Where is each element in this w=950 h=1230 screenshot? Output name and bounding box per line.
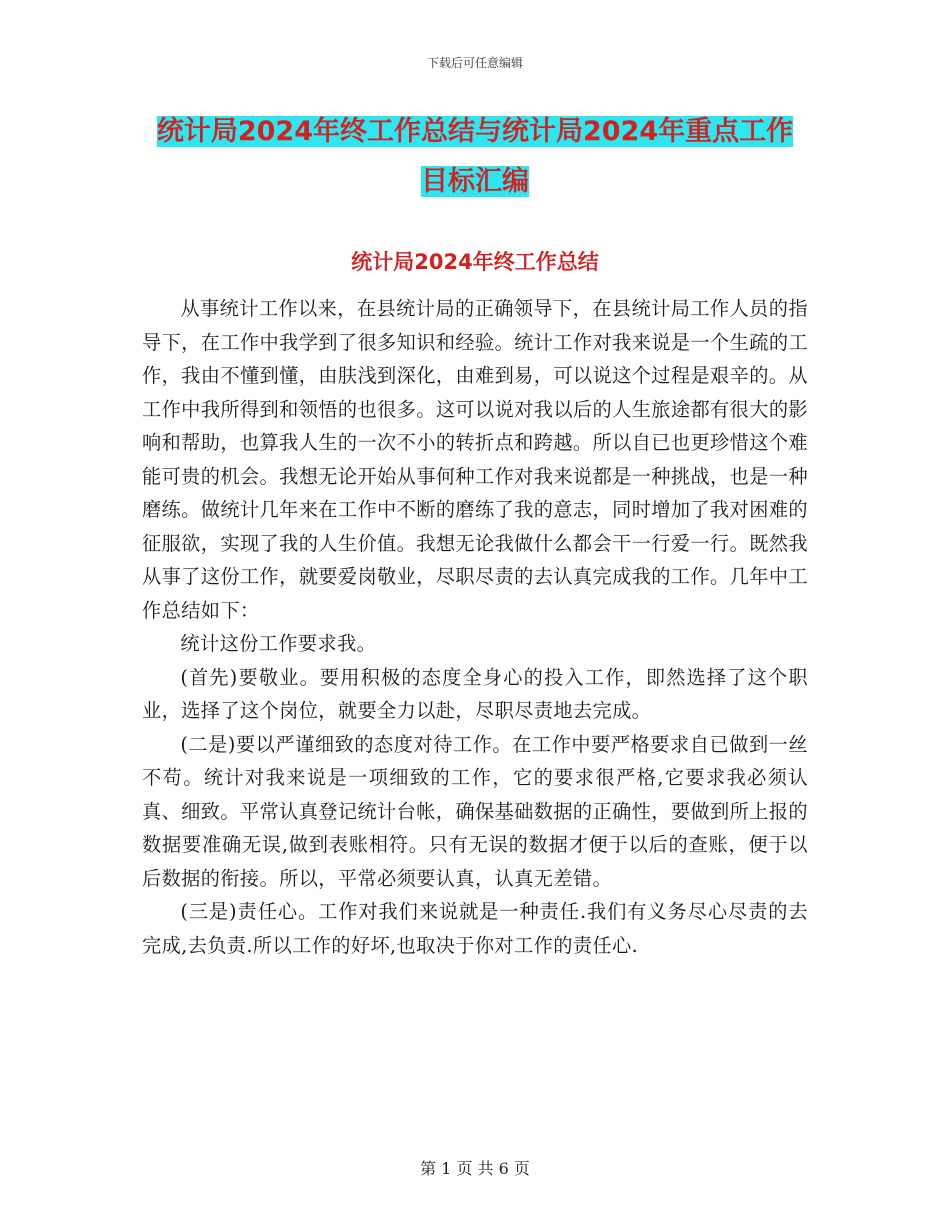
header-note: 下载后可任意编辑 [426,56,523,70]
paragraph: (三是)责任心。工作对我们来说就是一种责任.我们有义务尽心尽责的去完成,去负责.所以工作的好坏,也取决于你对工作的责任心. [142,900,808,957]
paragraph: 统计这份工作要求我。 [180,632,377,655]
paragraph: (首先)要敬业。要用积极的态度全身心的投入工作，即然选择了这个职业，选择了这个岗位，就要全力以赴，尽职尽责地去完成。 [142,665,808,722]
section-title: 统计局2024年终工作总结 [351,250,599,274]
page-number-footer: 第 1 页 共 6 页 [420,1159,530,1178]
document-title [150,107,800,207]
paragraph: 从事统计工作以来，在县统计局的正确领导下，在县统计局工作人员的指导下，在工作中我学到了很多知识和经验。统计工作对我来说是一个生疏的工作，我由不懂到懂，由肤浅到深化，由难到易，可以说这个过程是艰辛的。从工作中我所得到和领悟的也很多。这可以说对我以后的人生旅途都有很大的影响和帮助，也算我人生的一次不小的转折点和跨越。所以自已也更珍惜这个难能可贵的机会。我想无论开始从事何种工作对我来说都是一种挑战，也是一种磨练。做统计几年来在工作中不断的磨练了我的意志，同时增加了我对困难的征服欲，实现了我的人生价值。我想无论我做什么都会干一行爱一行。既然我从事了这份工作，就要爱岗敬业，尽职尽责的去认真完成我的工作。几年中工作总结如下： [142,297,808,622]
paragraph: (二是)要以严谨细致的态度对待工作。在工作中要严格要求自已做到一丝不苟。统计对我来说是一项细致的工作，它的要求很严格,它要求我必须认真、细致。平常认真登记统计台帐，确保基础数据的正确性，要做到所上报的数据要准确无误,做到表账相符。只有无误的数据才便于以后的查账，便于以后数据的衔接。所以，平常必须要认真，认真无差错。 [142,732,808,890]
document-title-text: 统计局2024年终工作总结与统计局2024年重点工作目标汇编 [156,116,794,197]
document-body [142,292,808,962]
